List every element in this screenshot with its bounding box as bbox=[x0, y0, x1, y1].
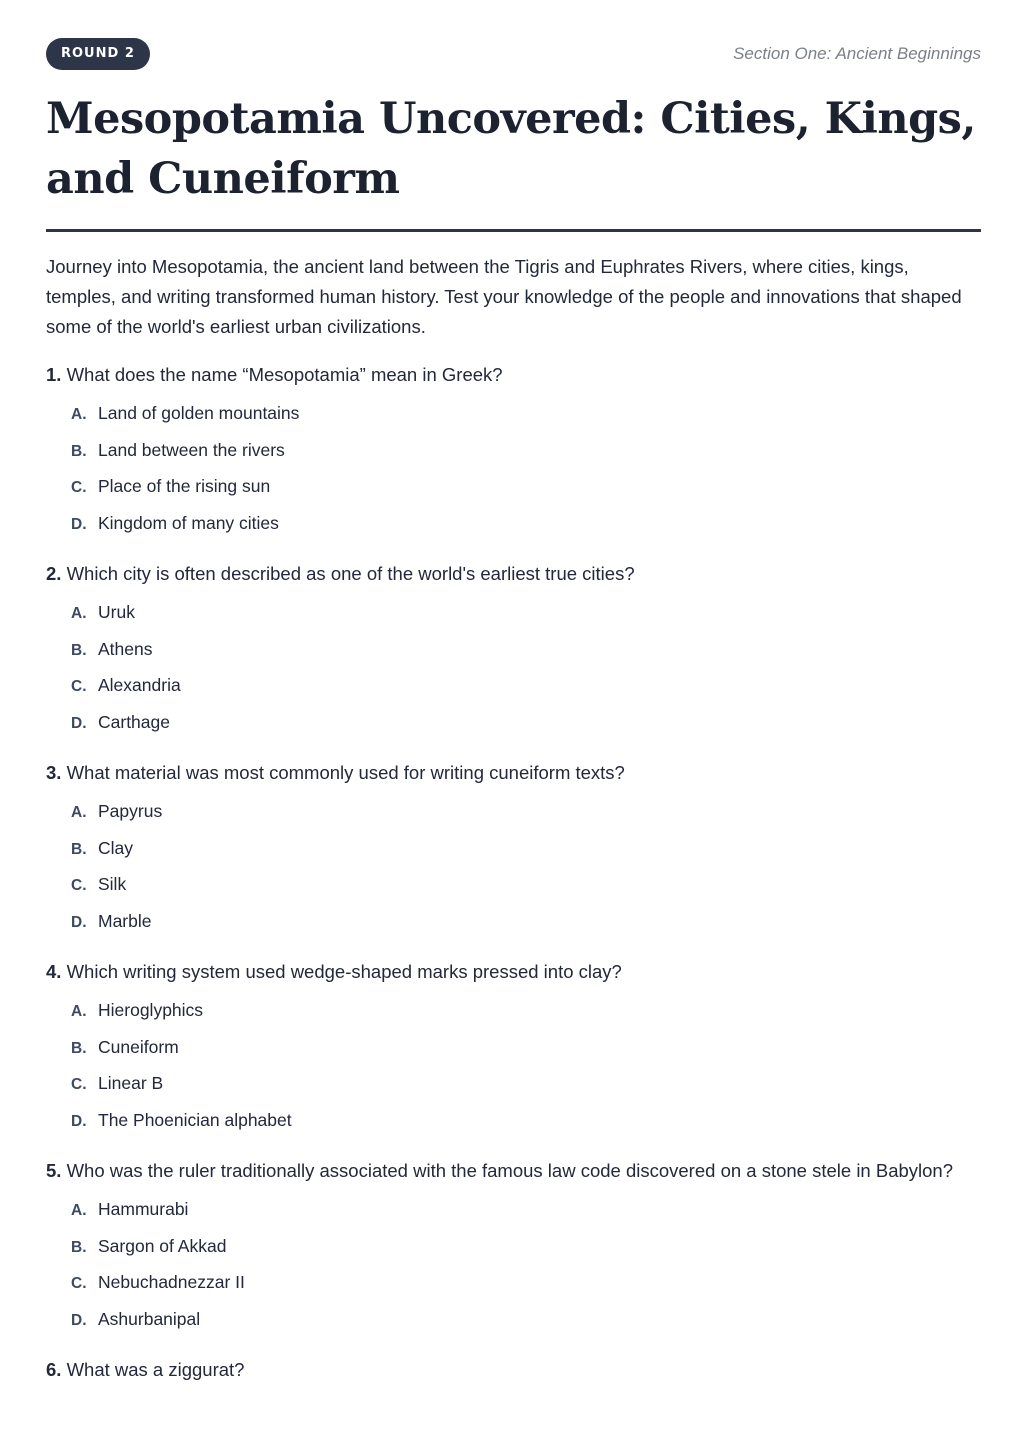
answer-options bbox=[46, 395, 981, 541]
option-text: Nebuchadnezzar II bbox=[98, 1272, 245, 1292]
answer-option-c[interactable] bbox=[71, 1264, 981, 1301]
option-letter: D. bbox=[71, 913, 87, 931]
question-3 bbox=[46, 759, 981, 939]
round-badge: ROUND 2 bbox=[46, 38, 150, 70]
option-text: Marble bbox=[98, 910, 152, 931]
question-prompt bbox=[46, 1157, 981, 1185]
answer-option-b[interactable] bbox=[71, 631, 981, 668]
answer-option-c[interactable] bbox=[71, 468, 981, 505]
answer-option-d[interactable] bbox=[71, 1301, 981, 1338]
answer-option-c[interactable] bbox=[71, 667, 981, 704]
option-text: Clay bbox=[98, 837, 134, 858]
question-prompt bbox=[46, 1356, 981, 1384]
question-number: 6. bbox=[46, 1359, 62, 1380]
question-text: Which city is often described as one of the world's earliest true cities? bbox=[66, 563, 635, 584]
answer-option-a[interactable] bbox=[71, 594, 981, 631]
question-number: 2. bbox=[46, 563, 62, 584]
question-2 bbox=[46, 560, 981, 740]
question-text: What does the name “Mesopotamia” mean in Greek? bbox=[66, 364, 503, 385]
answer-option-c[interactable] bbox=[71, 1065, 981, 1102]
question-prompt bbox=[46, 958, 981, 986]
page-header bbox=[46, 38, 981, 70]
question-number: 3. bbox=[46, 762, 62, 783]
option-letter: A. bbox=[71, 605, 87, 622]
option-letter: C. bbox=[71, 877, 87, 894]
option-text: The Phoenician alphabet bbox=[98, 1109, 292, 1130]
option-letter: D. bbox=[71, 714, 87, 732]
answer-option-d[interactable] bbox=[71, 505, 981, 542]
option-text: Alexandria bbox=[98, 675, 181, 695]
option-letter: C. bbox=[71, 1275, 87, 1292]
answer-option-b[interactable] bbox=[71, 1228, 981, 1265]
option-letter: B. bbox=[71, 840, 87, 858]
question-prompt bbox=[46, 759, 981, 787]
option-letter: D. bbox=[71, 1112, 87, 1130]
option-letter: A. bbox=[71, 406, 87, 423]
question-1 bbox=[46, 361, 981, 541]
option-letter: B. bbox=[71, 1039, 87, 1057]
option-letter: B. bbox=[71, 442, 87, 460]
option-letter: C. bbox=[71, 678, 87, 695]
option-text: Papyrus bbox=[98, 801, 163, 821]
option-text: Land between the rivers bbox=[98, 439, 285, 460]
option-letter: B. bbox=[71, 641, 87, 659]
answer-option-d[interactable] bbox=[71, 1102, 981, 1139]
question-text: Which writing system used wedge-shaped marks pressed into clay? bbox=[66, 961, 622, 982]
section-label: Section One: Ancient Beginnings bbox=[733, 44, 981, 63]
question-prompt bbox=[46, 361, 981, 389]
question-6 bbox=[46, 1356, 981, 1384]
option-text: Carthage bbox=[98, 711, 170, 732]
option-text: Land of golden mountains bbox=[98, 403, 300, 423]
answer-option-c[interactable] bbox=[71, 866, 981, 903]
question-5 bbox=[46, 1157, 981, 1337]
option-text: Silk bbox=[98, 874, 127, 894]
option-text: Place of the rising sun bbox=[98, 476, 271, 496]
option-text: Hieroglyphics bbox=[98, 1000, 204, 1020]
page-title: Mesopotamia Uncovered: Cities, Kings, and Cuneiform bbox=[46, 94, 976, 204]
question-text: What material was most commonly used for writing cuneiform texts? bbox=[66, 762, 625, 783]
question-prompt bbox=[46, 560, 981, 588]
question-number: 5. bbox=[46, 1160, 62, 1181]
answer-options bbox=[46, 793, 981, 939]
option-letter: B. bbox=[71, 1238, 87, 1256]
answer-option-a[interactable] bbox=[71, 1191, 981, 1228]
option-letter: D. bbox=[71, 1311, 87, 1329]
title-divider bbox=[46, 229, 981, 232]
option-letter: A. bbox=[71, 1202, 87, 1219]
question-number: 4. bbox=[46, 961, 62, 982]
answer-option-b[interactable] bbox=[71, 830, 981, 867]
intro-paragraph: Journey into Mesopotamia, the ancient land between the Tigris and Euphrates Rivers, where cities, kings, temples, and writing transformed human history. Test your knowledge of the people and innovations that shaped some of the world's earliest urban civilizations. bbox=[46, 256, 962, 337]
option-letter: C. bbox=[71, 1076, 87, 1093]
option-text: Hammurabi bbox=[98, 1199, 189, 1219]
option-text: Cuneiform bbox=[98, 1036, 179, 1057]
question-number: 1. bbox=[46, 364, 62, 385]
answer-options bbox=[46, 992, 981, 1138]
answer-options bbox=[46, 1191, 981, 1337]
question-text: What was a ziggurat? bbox=[66, 1359, 245, 1380]
answer-option-b[interactable] bbox=[71, 1029, 981, 1066]
answer-option-a[interactable] bbox=[71, 793, 981, 830]
option-text: Sargon of Akkad bbox=[98, 1235, 227, 1256]
option-text: Uruk bbox=[98, 602, 135, 622]
answer-option-a[interactable] bbox=[71, 992, 981, 1029]
answer-option-d[interactable] bbox=[71, 903, 981, 940]
answer-options bbox=[46, 594, 981, 740]
option-text: Athens bbox=[98, 638, 153, 659]
option-letter: A. bbox=[71, 1003, 87, 1020]
option-text: Linear B bbox=[98, 1073, 164, 1093]
answer-option-d[interactable] bbox=[71, 704, 981, 741]
question-4 bbox=[46, 958, 981, 1138]
option-letter: A. bbox=[71, 804, 87, 821]
question-list bbox=[46, 361, 981, 1384]
answer-option-a[interactable] bbox=[71, 395, 981, 432]
option-letter: D. bbox=[71, 515, 87, 533]
quiz-page bbox=[46, 38, 981, 1384]
question-text: Who was the ruler traditionally associated with the famous law code discovered on a stone stele in Babylon? bbox=[66, 1160, 954, 1181]
option-letter: C. bbox=[71, 479, 87, 496]
answer-option-b[interactable] bbox=[71, 432, 981, 469]
option-text: Ashurbanipal bbox=[98, 1308, 201, 1329]
option-text: Kingdom of many cities bbox=[98, 512, 279, 533]
